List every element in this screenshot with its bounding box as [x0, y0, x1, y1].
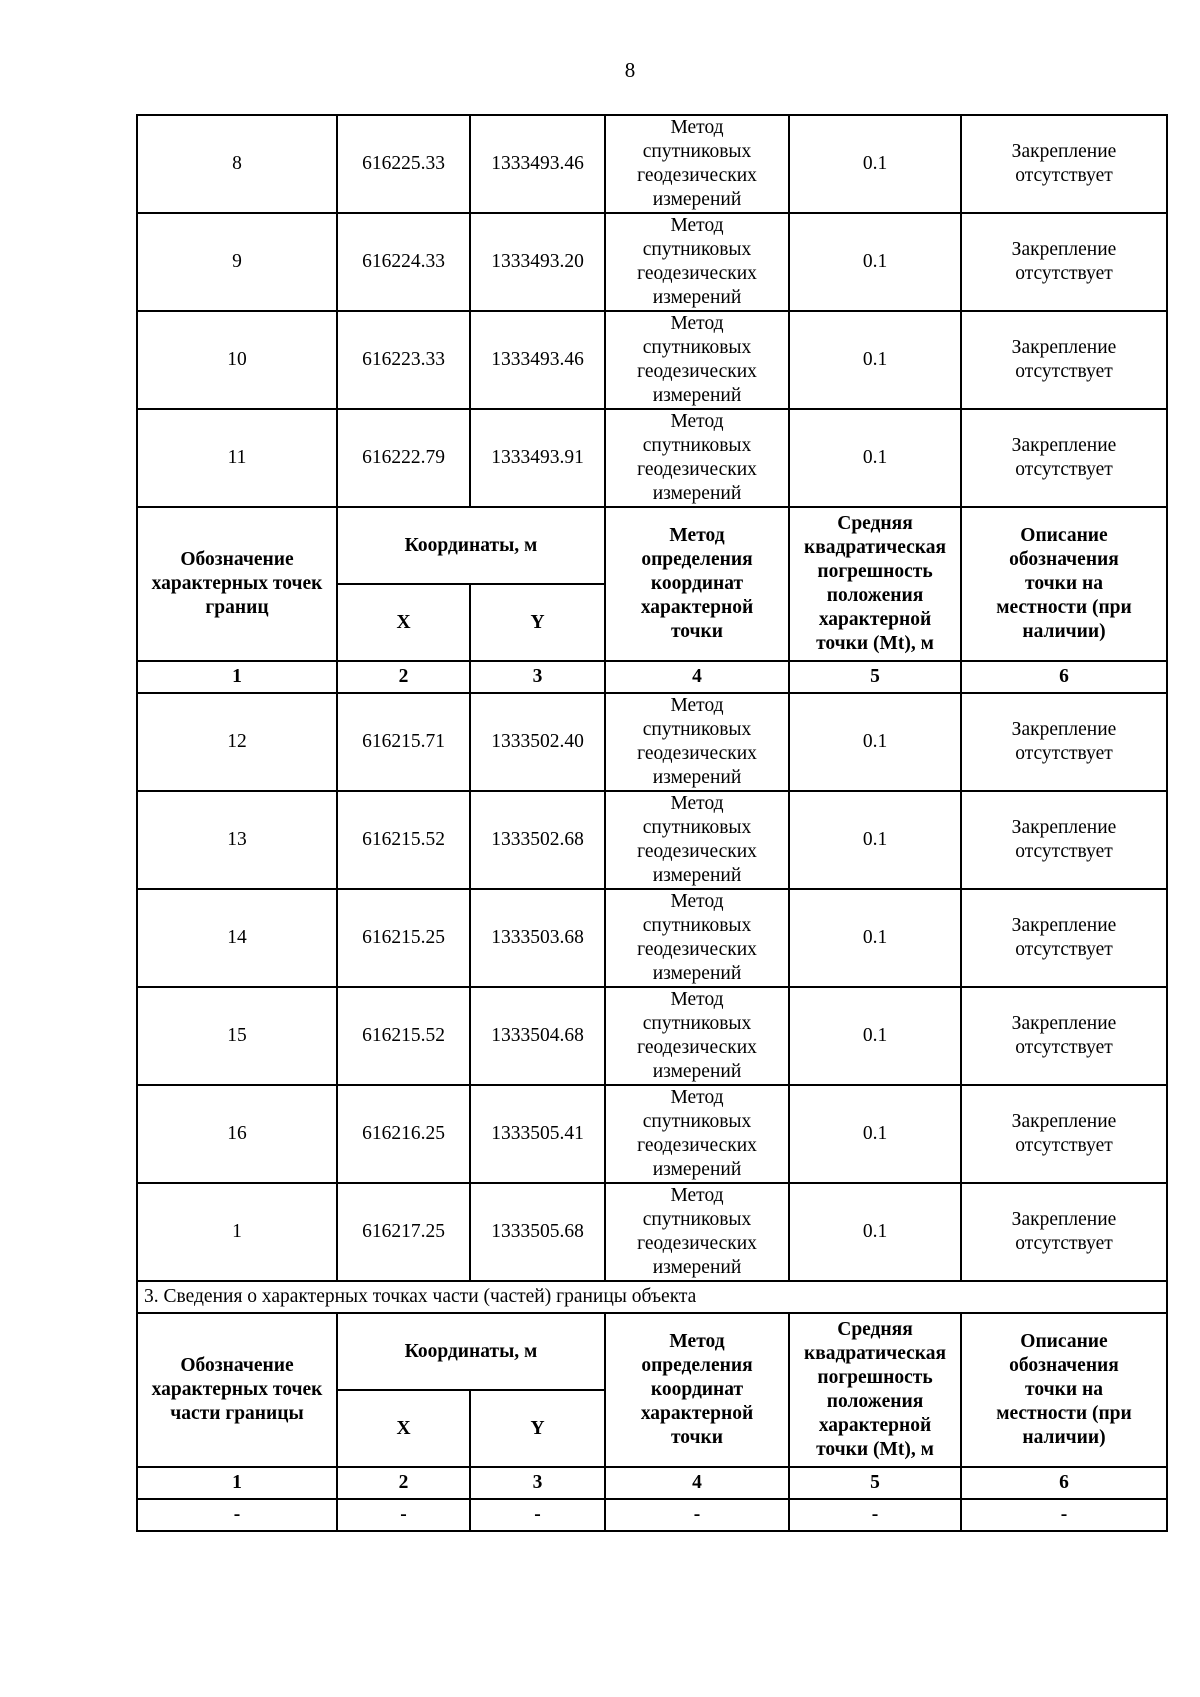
x-coordinate-cell: 616222.79	[337, 409, 470, 507]
accuracy-cell: 0.1	[789, 311, 961, 409]
y-coordinate-cell: 1333504.68	[470, 987, 605, 1085]
x-header: X	[337, 584, 470, 661]
x-coordinate-cell: 616215.52	[337, 987, 470, 1085]
column-number: 6	[961, 1467, 1167, 1499]
method-cell: Метод спутниковых геодезических измерений	[605, 987, 789, 1085]
point-number-cell: 11	[137, 409, 337, 507]
boundary-header-row	[137, 507, 1167, 584]
accuracy-cell: 0.1	[789, 213, 961, 311]
table-row	[137, 1183, 1167, 1281]
accuracy-cell: 0.1	[789, 987, 961, 1085]
column-number: 4	[605, 661, 789, 693]
x-coordinate-cell: 616224.33	[337, 213, 470, 311]
method-cell: Метод спутниковых геодезических измерений	[605, 311, 789, 409]
description-cell: Закрепление отсутствует	[961, 213, 1167, 311]
point-number-cell: 10	[137, 311, 337, 409]
accuracy-cell: 0.1	[789, 693, 961, 791]
accuracy-cell: 0.1	[789, 1183, 961, 1281]
accuracy-header: Средняя квадратическая погрешность положения характерной точки (Mt), м	[789, 1313, 961, 1467]
x-coordinate-cell: 616217.25	[337, 1183, 470, 1281]
empty-cell: -	[137, 1499, 337, 1531]
empty-cell: -	[337, 1499, 470, 1531]
accuracy-cell: 0.1	[789, 791, 961, 889]
coordinates-header: Координаты, м	[337, 1313, 605, 1390]
x-coordinate-cell: 616215.52	[337, 791, 470, 889]
table-row	[137, 791, 1167, 889]
point-number-cell: 13	[137, 791, 337, 889]
table-row	[137, 115, 1167, 213]
y-coordinate-cell: 1333503.68	[470, 889, 605, 987]
description-cell: Закрепление отсутствует	[961, 693, 1167, 791]
y-coordinate-cell: 1333505.68	[470, 1183, 605, 1281]
method-header: Метод определения координат характерной точки	[605, 1313, 789, 1467]
column-number: 3	[470, 661, 605, 693]
description-cell: Закрепление отсутствует	[961, 987, 1167, 1085]
point-number-cell: 16	[137, 1085, 337, 1183]
point-number-cell: 8	[137, 115, 337, 213]
table-row	[137, 213, 1167, 311]
method-cell: Метод спутниковых геодезических измерений	[605, 693, 789, 791]
x-coordinate-cell: 616215.71	[337, 693, 470, 791]
description-cell: Закрепление отсутствует	[961, 791, 1167, 889]
column-number: 1	[137, 661, 337, 693]
description-cell: Закрепление отсутствует	[961, 1085, 1167, 1183]
section-title-row	[137, 1281, 1167, 1313]
point-number-cell: 9	[137, 213, 337, 311]
method-cell: Метод спутниковых геодезических измерений	[605, 115, 789, 213]
empty-cell: -	[961, 1499, 1167, 1531]
column-number: 6	[961, 661, 1167, 693]
x-coordinate-cell: 616225.33	[337, 115, 470, 213]
point-number-cell: 14	[137, 889, 337, 987]
description-cell: Закрепление отсутствует	[961, 889, 1167, 987]
description-header: Описание обозначения точки на местности (при наличии)	[961, 507, 1167, 661]
y-coordinate-cell: 1333493.46	[470, 311, 605, 409]
x-header: X	[337, 1390, 470, 1467]
accuracy-cell: 0.1	[789, 889, 961, 987]
x-coordinate-cell: 616215.25	[337, 889, 470, 987]
table-row	[137, 1085, 1167, 1183]
empty-cell: -	[789, 1499, 961, 1531]
column-number: 5	[789, 661, 961, 693]
accuracy-header: Средняя квадратическая погрешность положения характерной точки (Mt), м	[789, 507, 961, 661]
column-number: 2	[337, 1467, 470, 1499]
y-header: Y	[470, 1390, 605, 1467]
table-row	[137, 987, 1167, 1085]
point-label-header: Обозначение характерных точек части границы	[137, 1313, 337, 1467]
column-number: 2	[337, 661, 470, 693]
empty-row	[137, 1499, 1167, 1531]
x-coordinate-cell: 616216.25	[337, 1085, 470, 1183]
empty-cell: -	[470, 1499, 605, 1531]
description-cell: Закрепление отсутствует	[961, 1183, 1167, 1281]
empty-cell: -	[605, 1499, 789, 1531]
y-coordinate-cell: 1333505.41	[470, 1085, 605, 1183]
description-cell: Закрепление отсутствует	[961, 409, 1167, 507]
point-number-cell: 15	[137, 987, 337, 1085]
y-coordinate-cell: 1333502.40	[470, 693, 605, 791]
table-row	[137, 693, 1167, 791]
y-coordinate-cell: 1333493.20	[470, 213, 605, 311]
method-cell: Метод спутниковых геодезических измерений	[605, 791, 789, 889]
method-cell: Метод спутниковых геодезических измерений	[605, 889, 789, 987]
coordinates-header: Координаты, м	[337, 507, 605, 584]
coordinates-table	[136, 114, 1168, 1532]
method-header: Метод определения координат характерной точки	[605, 507, 789, 661]
y-coordinate-cell: 1333502.68	[470, 791, 605, 889]
point-label-header: Обозначение характерных точек границ	[137, 507, 337, 661]
accuracy-cell: 0.1	[789, 1085, 961, 1183]
part-boundary-header-row	[137, 1313, 1167, 1390]
description-cell: Закрепление отсутствует	[961, 115, 1167, 213]
table-row	[137, 311, 1167, 409]
description-header: Описание обозначения точки на местности (при наличии)	[961, 1313, 1167, 1467]
column-number: 3	[470, 1467, 605, 1499]
method-cell: Метод спутниковых геодезических измерений	[605, 1085, 789, 1183]
x-coordinate-cell: 616223.33	[337, 311, 470, 409]
point-number-cell: 12	[137, 693, 337, 791]
method-cell: Метод спутниковых геодезических измерений	[605, 213, 789, 311]
column-number: 4	[605, 1467, 789, 1499]
accuracy-cell: 0.1	[789, 115, 961, 213]
coordinates-table-body	[137, 115, 1167, 1531]
y-header: Y	[470, 584, 605, 661]
point-number-cell: 1	[137, 1183, 337, 1281]
column-number-row	[137, 661, 1167, 693]
accuracy-cell: 0.1	[789, 409, 961, 507]
description-cell: Закрепление отсутствует	[961, 311, 1167, 409]
column-number: 5	[789, 1467, 961, 1499]
method-cell: Метод спутниковых геодезических измерений	[605, 1183, 789, 1281]
method-cell: Метод спутниковых геодезических измерений	[605, 409, 789, 507]
page-number: 8	[624, 58, 636, 82]
y-coordinate-cell: 1333493.46	[470, 115, 605, 213]
column-number: 1	[137, 1467, 337, 1499]
section-3-title: 3. Сведения о характерных точках части (частей) границы объекта	[137, 1281, 1167, 1313]
table-row	[137, 409, 1167, 507]
column-number-row	[137, 1467, 1167, 1499]
y-coordinate-cell: 1333493.91	[470, 409, 605, 507]
table-row	[137, 889, 1167, 987]
